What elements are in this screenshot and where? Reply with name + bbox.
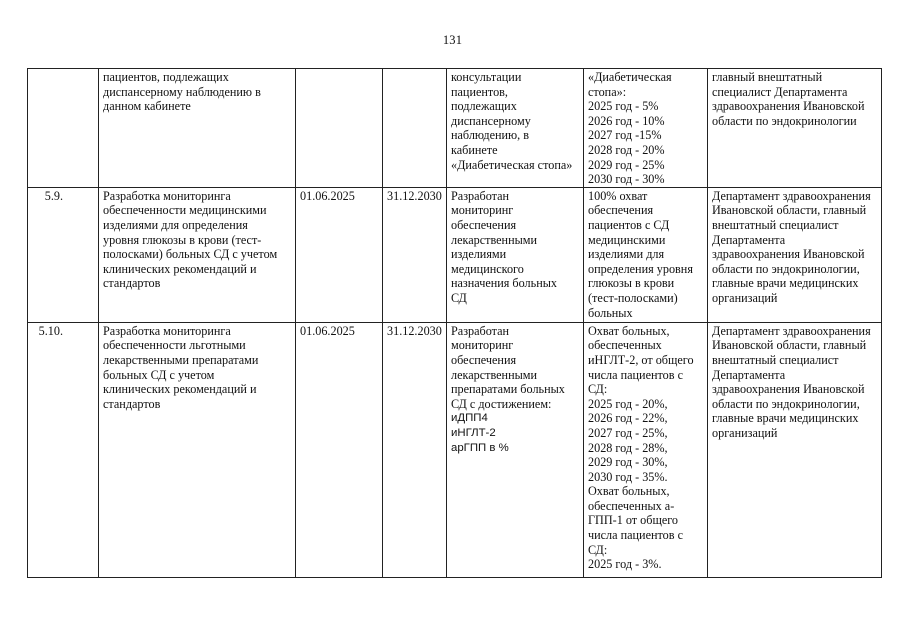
cell-text: 31.12.2030 bbox=[387, 323, 442, 338]
plan-table bbox=[27, 68, 882, 578]
cell-text-line: пациентов, bbox=[451, 84, 508, 99]
cell-text-line: обеспеченности льготными bbox=[103, 338, 246, 353]
cell-text-line: 2026 год - 22%, bbox=[588, 411, 668, 426]
row-number-cell bbox=[28, 322, 99, 577]
cell-text-line: Разработка мониторинга bbox=[103, 188, 231, 203]
cell-text-line: внештатный специалист bbox=[712, 217, 839, 232]
cell-text-line: 2026 год - 10% bbox=[588, 113, 665, 128]
cell-text-line: специалист Департамента bbox=[712, 84, 848, 99]
cell-text-line: изделиями bbox=[451, 247, 507, 262]
cell-text-line: ГПП-1 от общего bbox=[588, 513, 679, 528]
cell-text-line: области по эндокринологии, bbox=[712, 396, 860, 411]
cell-text-line: диспансерному наблюдению в bbox=[103, 84, 261, 99]
cell-text-line: 2028 год - 28%, bbox=[588, 440, 668, 455]
cell-text-line: 2025 год - 3%. bbox=[588, 557, 662, 572]
responsible-cell bbox=[708, 187, 882, 322]
cell-text-line: мониторинг bbox=[451, 338, 514, 353]
cell-text-line: 2028 год - 20% bbox=[588, 142, 665, 157]
start-date-cell bbox=[296, 187, 383, 322]
cell-text-line: препаратами больных bbox=[451, 382, 565, 397]
cell-text-line: внештатный специалист bbox=[712, 352, 839, 367]
cell-text-line: «Диабетическая стопа» bbox=[451, 157, 573, 172]
end-date-cell bbox=[383, 187, 447, 322]
cell-text-line: назначения больных bbox=[451, 276, 558, 291]
cell-text-line: обеспечения bbox=[588, 203, 654, 218]
cell-text-line: данном кабинете bbox=[103, 99, 191, 114]
row-number-cell bbox=[28, 69, 99, 188]
cell-text-line: обеспеченных а- bbox=[588, 498, 675, 513]
row-number-cell bbox=[28, 187, 99, 322]
cell-text-line: полосками) больных СД с учетом bbox=[103, 247, 278, 262]
cell-text-line: 2030 год - 30% bbox=[588, 172, 665, 187]
end-date-cell bbox=[383, 69, 447, 188]
cell-text-line: клинических рекомендаций и bbox=[103, 382, 257, 397]
cell-text-line: 2025 год - 20%, bbox=[588, 396, 668, 411]
cell-text-line: Разработан bbox=[451, 188, 510, 203]
cell-text-line: пациентов, подлежащих bbox=[103, 70, 229, 84]
cell-text-line: главный внештатный bbox=[712, 70, 823, 84]
cell-text-line: СД bbox=[451, 290, 467, 305]
cell-text-line: Ивановской области, главный bbox=[712, 338, 867, 353]
cell-text-line: Охват больных, bbox=[588, 484, 670, 499]
result-cell bbox=[447, 322, 584, 577]
cell-text-line: мониторинг bbox=[451, 203, 514, 218]
cell-text-line: пациентов с СД bbox=[588, 217, 670, 232]
cell-text-line: области по эндокринологии, bbox=[712, 261, 860, 276]
start-date-cell bbox=[296, 69, 383, 188]
cell-text-line: Охват больных, bbox=[588, 323, 670, 338]
cell-text-line: стандартов bbox=[103, 276, 161, 291]
cell-text-line: диспансерному bbox=[451, 113, 531, 128]
cell-text-line: главные врачи медицинских bbox=[712, 411, 859, 426]
cell-text-line: стандартов bbox=[103, 396, 161, 411]
cell-text-line: Департамента bbox=[712, 367, 786, 382]
cell-text-line: числа пациентов с bbox=[588, 367, 683, 382]
indicator-cell bbox=[584, 69, 708, 188]
cell-text-line: больных СД с учетом bbox=[103, 367, 215, 382]
table-row bbox=[28, 322, 882, 577]
cell-text-line: медицинского bbox=[451, 261, 524, 276]
cell-text-line: Разработан bbox=[451, 323, 510, 338]
cell-text-line: 2027 год - 25%, bbox=[588, 425, 668, 440]
responsible-cell bbox=[708, 322, 882, 577]
cell-text-line: 100% охват bbox=[588, 188, 648, 203]
cell-text-line: иДПП4 bbox=[451, 412, 488, 425]
cell-text-line: изделиями для bbox=[588, 247, 665, 262]
cell-text-line: уровня глюкозы в крови (тест- bbox=[103, 232, 262, 247]
cell-text-line: арГПП в % bbox=[451, 441, 509, 454]
cell-text: 31.12.2030 bbox=[387, 188, 442, 203]
indicator-cell bbox=[584, 322, 708, 577]
cell-text-line: здравоохранения Ивановской bbox=[712, 382, 865, 397]
cell-text: 01.06.2025 bbox=[300, 188, 355, 203]
cell-text-line: клинических рекомендаций и bbox=[103, 261, 257, 276]
start-date-cell bbox=[296, 322, 383, 577]
cell-text-line: 2029 год - 30%, bbox=[588, 455, 668, 470]
cell-text-line: обеспечения bbox=[451, 352, 517, 367]
cell-text-line: больных bbox=[588, 305, 633, 320]
cell-text-line: медицинскими bbox=[588, 232, 666, 247]
result-cell bbox=[447, 187, 584, 322]
cell-text-line: лекарственными bbox=[451, 367, 538, 382]
cell-text-line: лекарственными препаратами bbox=[103, 352, 259, 367]
cell-text-line: обеспеченности медицинскими bbox=[103, 203, 267, 218]
responsible-cell bbox=[708, 69, 882, 188]
cell-text-line: обеспечения bbox=[451, 217, 517, 232]
cell-text-line: (тест-полосками) bbox=[588, 290, 678, 305]
cell-text-line: 2030 год - 35%. bbox=[588, 469, 668, 484]
cell-text-line: 2029 год - 25% bbox=[588, 157, 665, 172]
cell-text-line: области по эндокринологии bbox=[712, 113, 857, 128]
cell-text: 5.9. bbox=[44, 188, 63, 203]
activity-cell bbox=[99, 187, 296, 322]
cell-text-line: «Диабетическая bbox=[588, 70, 672, 84]
table-row bbox=[28, 69, 882, 188]
cell-text-line: 2025 год - 5% bbox=[588, 99, 659, 114]
end-date-cell bbox=[383, 322, 447, 577]
cell-text-line: Департамент здравоохранения bbox=[712, 188, 871, 203]
cell-text-line: СД с достижением: bbox=[451, 396, 552, 411]
page-number: 131 bbox=[442, 33, 463, 47]
cell-text-line: стопа»: bbox=[588, 84, 627, 99]
cell-text-line: организаций bbox=[712, 290, 778, 305]
cell-text-line: главные врачи медицинских bbox=[712, 276, 859, 291]
cell-text-line: глюкозы в крови bbox=[588, 276, 675, 291]
cell-text-line: подлежащих bbox=[451, 99, 517, 114]
cell-text-line: определения уровня bbox=[588, 261, 693, 276]
table-row bbox=[28, 187, 882, 322]
cell-text-line: лекарственными bbox=[451, 232, 538, 247]
cell-text-line: изделиями для определения bbox=[103, 217, 248, 232]
cell-text-line: организаций bbox=[712, 425, 778, 440]
cell-text-line: иНГЛТ-2 bbox=[451, 426, 496, 439]
cell-text-line: числа пациентов с bbox=[588, 528, 683, 543]
cell-text-line: здравоохранения Ивановской bbox=[712, 247, 865, 262]
cell-text-line: 2027 год -15% bbox=[588, 128, 662, 143]
cell-text-line: консультации bbox=[451, 70, 522, 84]
cell-text-line: Департамента bbox=[712, 232, 786, 247]
cell-text-line: СД: bbox=[588, 382, 608, 397]
cell-text-line: обеспеченных bbox=[588, 338, 662, 353]
cell-text-line: иНГЛТ-2, от общего bbox=[588, 352, 694, 367]
cell-text-line: Разработка мониторинга bbox=[103, 323, 231, 338]
indicator-cell bbox=[584, 187, 708, 322]
cell-text-line: наблюдению, в bbox=[451, 128, 530, 143]
cell-text: 01.06.2025 bbox=[300, 323, 355, 338]
cell-text-line: Ивановской области, главный bbox=[712, 203, 867, 218]
activity-cell bbox=[99, 322, 296, 577]
cell-text: 5.10. bbox=[38, 323, 63, 338]
cell-text-line: кабинете bbox=[451, 142, 498, 157]
cell-text-line: Департамент здравоохранения bbox=[712, 323, 871, 338]
activity-cell bbox=[99, 69, 296, 188]
result-cell bbox=[447, 69, 584, 188]
cell-text-line: здравоохранения Ивановской bbox=[712, 99, 865, 114]
cell-text-line: СД: bbox=[588, 542, 608, 557]
